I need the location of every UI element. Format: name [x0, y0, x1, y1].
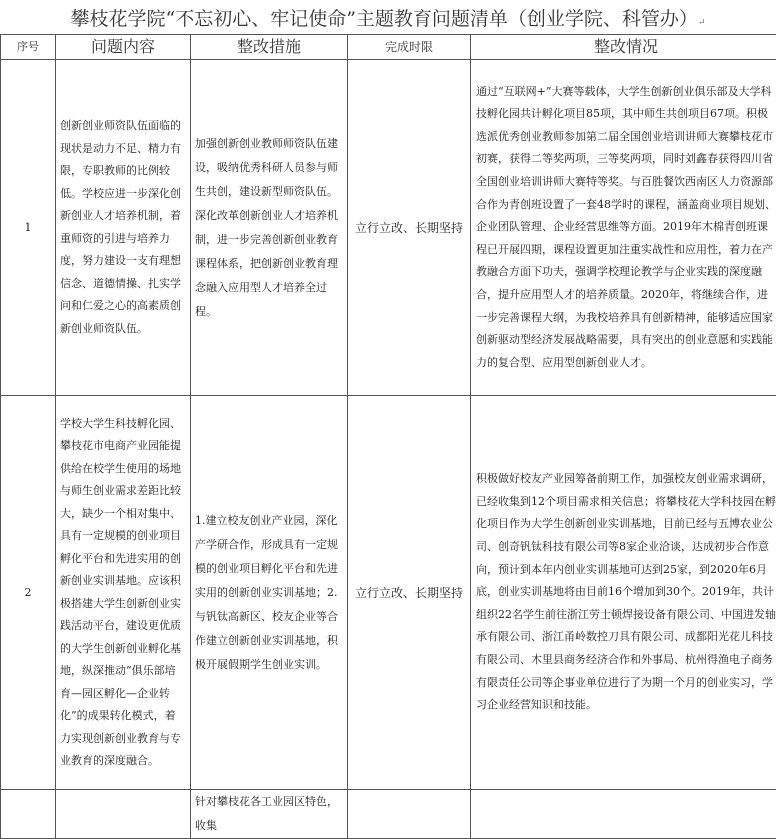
row-deadline: 立行立改、长期坚持 [348, 396, 471, 790]
row-problem: 学校大学生科技孵化园、攀枝花市电商产业园能提供给在校学生使用的场地与师生创业需求差距比较大，缺少一个相对集中、具有一定规模的创业项目孵化平台和先进实用的创新创业实训基地。应该积极搭建大学生创新创业实践活动平台，建设更优质的大学生创新创业孵化基地，纵深推动“俱乐部培育—园区孵化—企业转化”的成果转化模式，着力实现创新创业教育与专业教育的深度融合。 [56, 396, 191, 790]
row-problem [56, 790, 191, 839]
header-measure: 整改措施 [191, 35, 348, 60]
row-measure: 针对攀枝花各工业园区特色，收集 [191, 790, 348, 839]
table-row [1, 60, 776, 396]
row-index [1, 790, 56, 839]
header-deadline: 完成时限 [348, 35, 471, 60]
header-index: 序号 [1, 35, 56, 60]
row-index: 2 [1, 396, 56, 790]
paragraph-mark: ↵ [698, 18, 706, 28]
row-measure: 加强创新创业教师师资队伍建设，吸纳优秀科研人员参与师生共创，建设新型师资队伍。深化改革创新创业人才培养机制，进一步完善创新创业教育课程体系，把创新创业教育理念融入应用型人才培养全过程。 [191, 60, 348, 396]
header-problem: 问题内容 [56, 35, 191, 60]
row-deadline: 立行立改、长期坚持 [348, 60, 471, 396]
row-deadline [348, 790, 471, 839]
row-status: 通过“互联网+”大赛等载体，大学生创新创业俱乐部及大学科技孵化园共计孵化项目85项，其中师生共创项目67项。积极选派优秀创业教师参加第二届全国创业培训讲师大赛攀枝花市初赛，获得二等奖两项，三等奖两项，同时刘鑫春获得四川省全国创业培训讲师大赛特等奖。与百胜餐饮西南区人力资源部合作为青创班设置了一套48学时的课程，涵盖商业项目规划、企业团队管理、企业经营思维等方面。2019年木棉青创班课程已开展四期，课程设置更加注重实战性和应用性，着力在产教融合方面下功夫，强调学校理论教学与企业实践的深度融合，提升应用型人才的培养质量。2020年，将继续合作，进一步完善课程大纲，为我校培养具有创新精神，能够适应国家创新驱动型经济发展战略需要，具有突出的创业意愿和实践能力的复合型、应用型创新创业人才。 [471, 60, 776, 396]
row-status [471, 790, 776, 839]
header-status: 整改情况 [471, 35, 776, 60]
table-row [1, 396, 776, 790]
document-title: 攀枝花学院“不忘初心、牢记使命”主题教育问题清单（创业学院、科管办）↵ [0, 4, 776, 34]
row-problem: 创新创业师资队伍面临的现状是动力不足、精力有限，专职教师的比例较低。学校应进一步深化创新创业人才培养机制，着重师资的引进与培养力度，努力建设一支有理想信念、道德情操、扎实学问和仁爱之心的高素质创新创业师资队伍。 [56, 60, 191, 396]
row-measure: 1.建立校友创业产业园，深化产学研合作，形成具有一定规模的创业项目孵化平台和先进实用的创新创业实训基地；2.与钒钛高新区、校友企业等合作建立创新创业实训基地，积极开展假期学生创业实训。 [191, 396, 348, 790]
table-row [1, 790, 776, 839]
issue-table [0, 34, 776, 839]
table-header-row [1, 35, 776, 60]
row-status: 积极做好校友产业园筹备前期工作，加强校友创业需求调研，已经收集到12个项目需求相关信息；将攀枝花大学科技园在孵化项目作为大学生创新创业实训基地，目前已经与五博农业公司、创奇钒钛科技有限公司等8家企业洽谈，达成初步合作意向，预计到本年内创业实训基地可达到25家，到2020年6月底，创业实训基地将由目前16个增加到30个。2019年，共计组织22名学生前往浙江劳士顿焊接设备有限公司、中国进发轴承有限公司、浙江甬岭数控刀具有限公司、成都阳光花儿科技有限公司、木里县商务经济合作和外事局、杭州得渔电子商务有限责任公司等企事业单位进行了为期一个月的创业实习，学习企业经营知识和技能。 [471, 396, 776, 790]
row-index: 1 [1, 60, 56, 396]
